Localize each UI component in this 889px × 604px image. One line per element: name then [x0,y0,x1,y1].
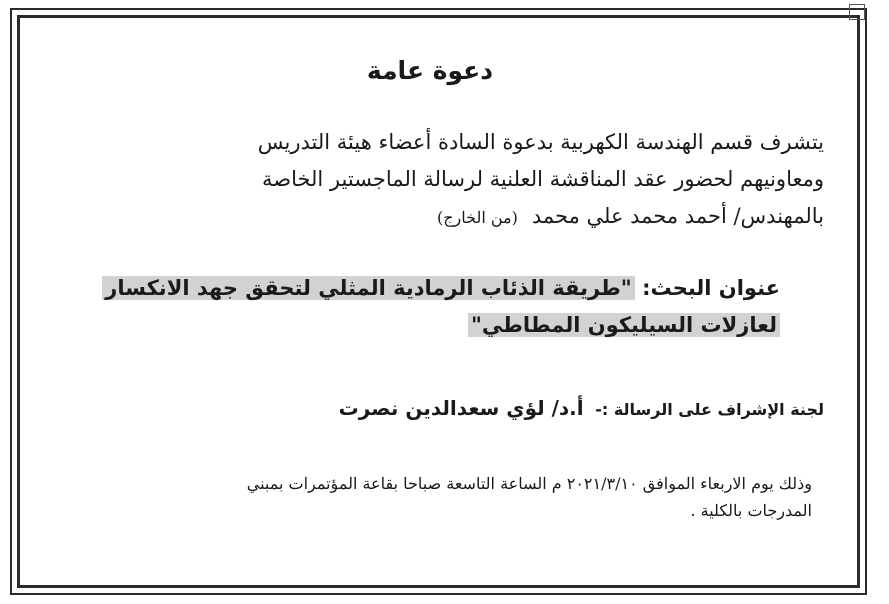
supervision-label: لجنة الإشراف على الرسالة :- [595,400,824,419]
invitation-line-1: يتشرف قسم الهندسة الكهربية بدعوة السادة أعضاء هيئة التدريس [257,130,824,154]
research-line-2 [80,307,780,344]
research-title-part-1: "طريقة الذئاب الرمادية المثلي لتحقق جهد الانكسار [102,276,635,300]
research-line-1 [80,270,780,307]
invitation-document [30,20,830,580]
research-title-part-2: لعازلات السيليكون المطاطي" [468,313,780,337]
external-note: (من الخارج) [436,208,518,227]
supervisor-name: أ.د/ لؤي سعدالدين نصرت [338,396,584,420]
engineer-name: بالمهندس/ أحمد محمد علي محمد [531,204,824,228]
supervision-line [44,396,824,420]
research-title-block [80,270,780,344]
closing-paragraph [32,470,812,524]
page-title: دعوة عامة [366,56,494,85]
closing-line-2: المدرجات بالكلية . [690,501,812,520]
closing-line-1: وذلك يوم الاربعاء الموافق ٢٠٢١/٣/١٠ م الساعة التاسعة صباحا بقاعة المؤتمرات بمبني [246,474,812,493]
invitation-paragraph [54,124,824,236]
corner-mark [849,4,865,20]
invitation-line-3 [54,198,824,236]
invitation-line-2: ومعاونيهم لحضور عقد المناقشة العلنية لرسالة الماجستير الخاصة [261,167,824,191]
research-label: عنوان البحث: [642,276,780,300]
